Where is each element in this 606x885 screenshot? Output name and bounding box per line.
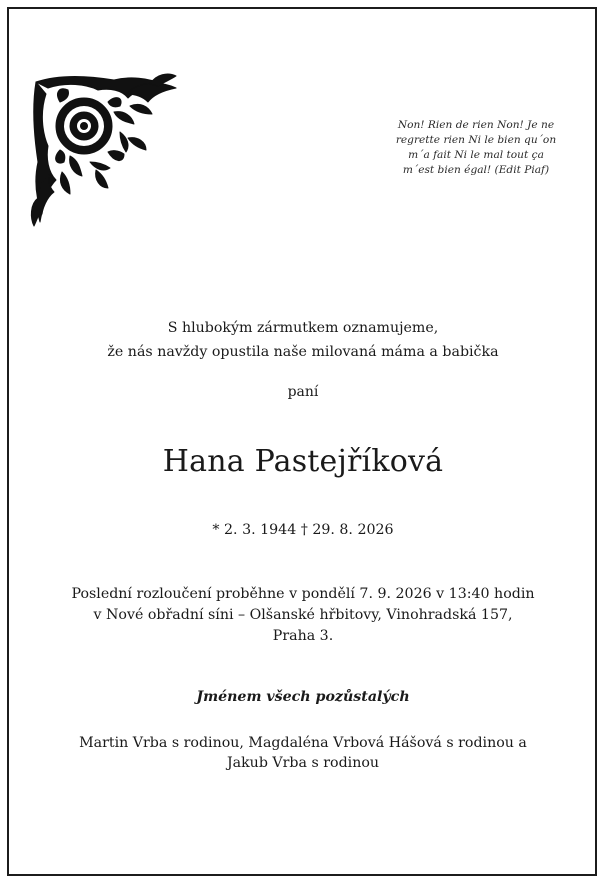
quote-line: m´est bien égal! (Edit Piaf)	[402, 164, 550, 176]
mourners-line: Jakub Vrba s rodinou	[226, 755, 380, 771]
floral-corner-ornament-icon	[30, 72, 182, 228]
funeral-line: v Nové obřadní síni – Olšanské hřbitovy, Vinohradská 157,	[93, 607, 513, 623]
funeral-line: Poslední rozloučení proběhne v pondělí 7. 9. 2026 v 13:40 hodin	[71, 586, 535, 602]
mourners-list	[0, 733, 606, 773]
quote-line: Non! Rien de rien Non! Je ne	[397, 119, 555, 131]
funeral-details	[0, 584, 606, 647]
honorific: paní	[287, 384, 319, 400]
quote-line: m´a fait Ni le mal tout ça	[408, 149, 544, 161]
quote-epigraph	[378, 118, 574, 178]
quote-line: regrette rien Ni le bien qu´on	[395, 134, 557, 146]
funeral-line: Praha 3.	[272, 628, 334, 644]
mourners-line: Martin Vrba s rodinou, Magdaléna Vrbová Hášová s rodinou a	[79, 735, 527, 751]
intro-line: S hlubokým zármutkem oznamujeme,	[167, 320, 439, 336]
announcement-intro	[0, 316, 606, 364]
intro-line: že nás navždy opustila naše milovaná máma a babička	[107, 344, 499, 360]
mourners-heading: Jménem všech pozůstalých	[196, 689, 410, 705]
life-dates: * 2. 3. 1944 † 29. 8. 2026	[212, 522, 394, 538]
deceased-name: Hana Pastejříková	[162, 444, 444, 479]
